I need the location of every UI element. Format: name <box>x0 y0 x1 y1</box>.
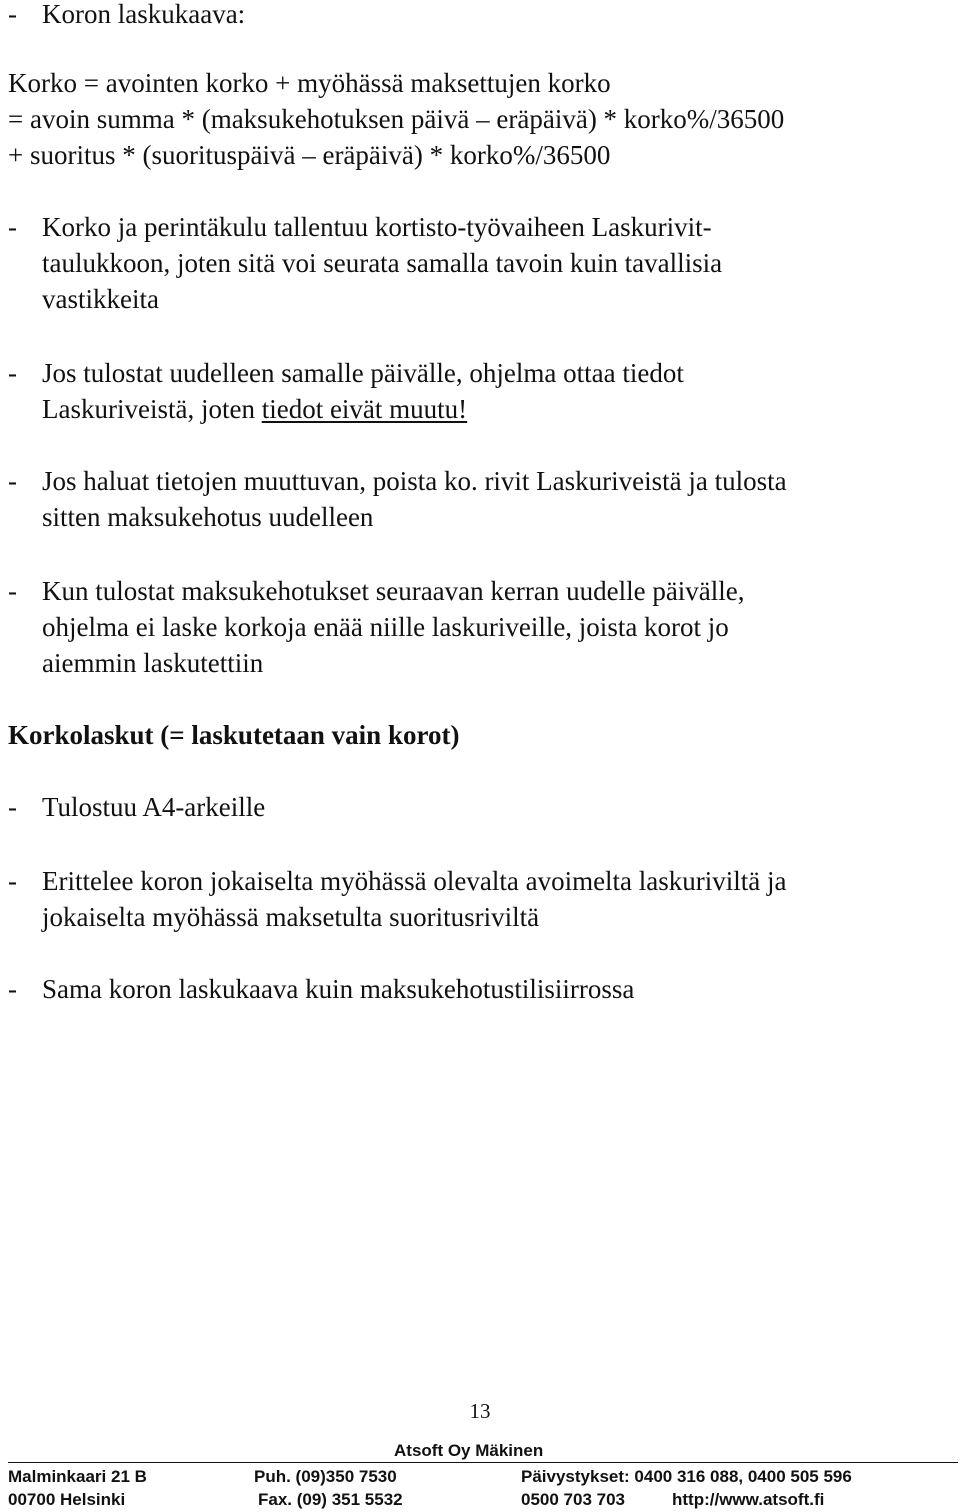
paragraph-text: Laskuriveistä, joten <box>42 394 262 424</box>
section-heading: Korkolaskut (= laskutetaan vain korot) <box>8 720 460 750</box>
paragraph-line: vastikkeita <box>42 284 159 314</box>
paragraph-line: jokaiselta myöhässä maksetulta suoritusriviltä <box>42 902 540 932</box>
footer-website-link[interactable]: http://www.atsoft.fi <box>672 1490 825 1509</box>
underlined-warning: tiedot eivät muutu! <box>261 394 468 424</box>
footer-address-street: Malminkaari 21 B <box>8 1467 147 1486</box>
footer-phone: Puh. (09)350 7530 <box>254 1467 397 1486</box>
formula-line-3: + suoritus * (suorituspäivä – eräpäivä) * korko%/36500 <box>8 140 611 170</box>
paragraph-line: Kun tulostat maksukehotukset seuraavan kerran uudelle päivälle, <box>42 576 745 606</box>
paragraph-line: taulukkoon, joten sitä voi seurata samalla tavoin kuin tavallisia <box>42 248 723 278</box>
bullet-dash: - <box>8 576 17 606</box>
paragraph-line: Sama koron laskukaava kuin maksukehotustilisiirrossa <box>42 974 635 1004</box>
footer-support-phone-2: 0500 703 703 <box>521 1490 625 1509</box>
footer-company-name: Atsoft Oy Mäkinen <box>394 1441 544 1460</box>
footer-address-city: 00700 Helsinki <box>8 1490 126 1509</box>
footer-fax: Fax. (09) 351 5532 <box>258 1490 403 1509</box>
section-title-interest-formula: Koron laskukaava: <box>42 0 246 29</box>
bullet-dash: - <box>8 358 17 388</box>
bullet-dash: - <box>8 0 17 29</box>
bullet-dash: - <box>8 212 17 242</box>
paragraph-line: Jos haluat tietojen muuttuvan, poista ko. rivit Laskuriveistä ja tulosta <box>42 466 787 496</box>
paragraph-line: Korko ja perintäkulu tallentuu kortisto-työvaiheen Laskurivit- <box>42 212 712 242</box>
paragraph-line: Erittelee koron jokaiselta myöhässä olevalta avoimelta laskuriviltä ja <box>42 866 787 896</box>
footer-support-phones: Päivystykset: 0400 316 088, 0400 505 596 <box>521 1467 852 1486</box>
bullet-dash: - <box>8 974 17 1004</box>
paragraph-line: Jos tulostat uudelleen samalle päivälle, ohjelma ottaa tiedot <box>42 358 684 388</box>
paragraph-line: aiemmin laskutettiin <box>42 648 264 678</box>
bullet-dash: - <box>8 792 17 822</box>
paragraph-line: sitten maksukehotus uudelleen <box>42 502 374 532</box>
formula-line-1: Korko = avointen korko + myöhässä maksettujen korko <box>8 68 611 98</box>
paragraph-line <box>42 391 467 427</box>
bullet-dash: - <box>8 866 17 896</box>
paragraph-line: ohjelma ei laske korkoja enää niille laskuriveille, joista korot jo <box>42 612 729 642</box>
footer-divider <box>8 1462 958 1463</box>
bullet-dash: - <box>8 466 17 496</box>
formula-line-2: = avoin summa * (maksukehotuksen päivä – eräpäivä) * korko%/36500 <box>8 104 785 134</box>
paragraph-line: Tulostuu A4-arkeille <box>42 792 266 822</box>
page-number: 13 <box>469 1399 491 1423</box>
